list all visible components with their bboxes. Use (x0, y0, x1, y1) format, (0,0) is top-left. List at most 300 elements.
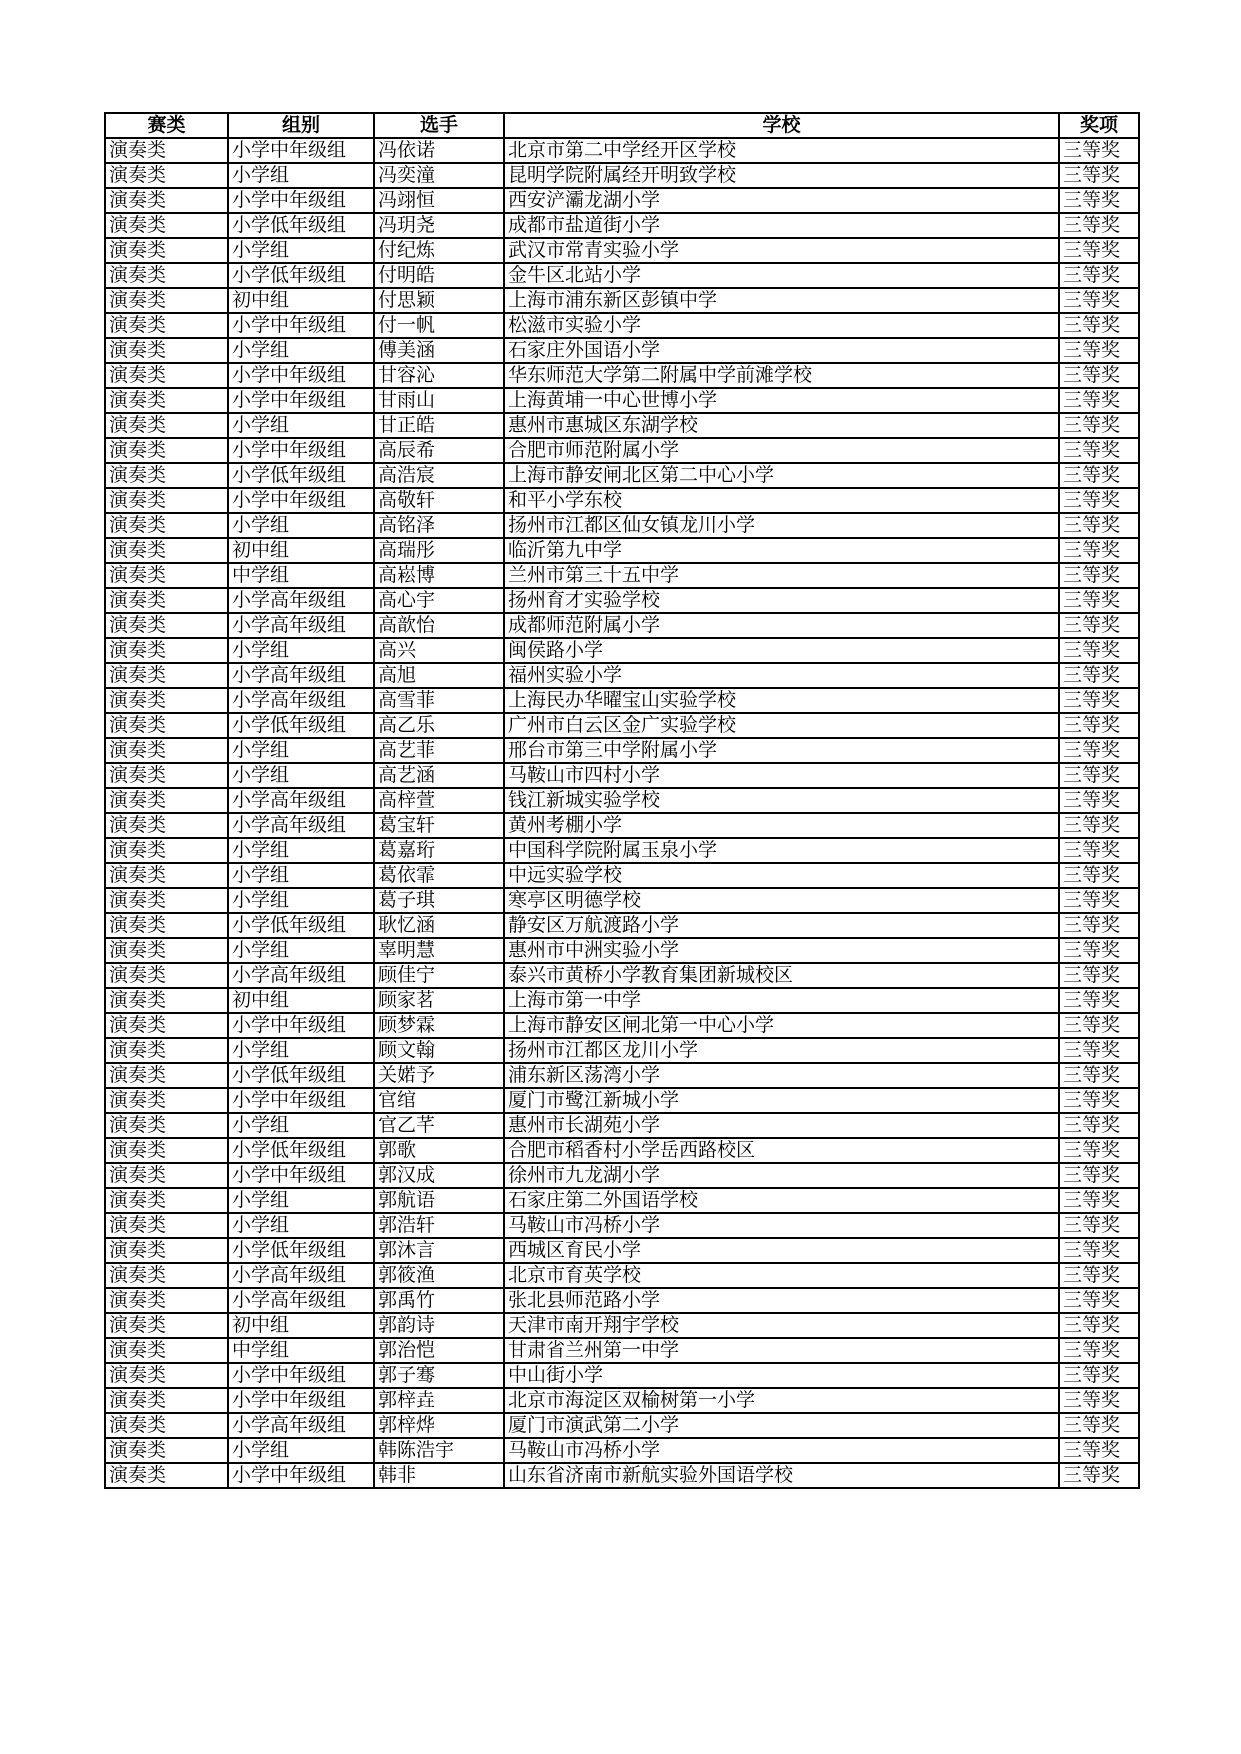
table-row (105, 338, 1139, 363)
cell-group: 初中组 (228, 1313, 374, 1338)
cell-category: 演奏类 (105, 963, 228, 988)
cell-group: 小学高年级组 (228, 813, 374, 838)
cell-group: 小学高年级组 (228, 963, 374, 988)
cell-category: 演奏类 (105, 1363, 228, 1388)
cell-school: 兰州市第三十五中学 (504, 563, 1059, 588)
cell-award: 三等奖 (1059, 1363, 1139, 1388)
table-row (105, 688, 1139, 713)
cell-group: 小学中年级组 (228, 1388, 374, 1413)
table-row (105, 188, 1139, 213)
table-row (105, 1188, 1139, 1213)
cell-category: 演奏类 (105, 1213, 228, 1238)
cell-group: 小学组 (228, 1188, 374, 1213)
header-award: 奖项 (1059, 113, 1139, 138)
cell-school: 天津市南开翔宇学校 (504, 1313, 1059, 1338)
cell-category: 演奏类 (105, 338, 228, 363)
cell-group: 初中组 (228, 288, 374, 313)
cell-contestant: 郭梓垚 (374, 1388, 504, 1413)
cell-category: 演奏类 (105, 1188, 228, 1213)
cell-group: 小学中年级组 (228, 1088, 374, 1113)
cell-contestant: 郭治恺 (374, 1338, 504, 1363)
cell-group: 小学高年级组 (228, 588, 374, 613)
cell-school: 成都市盐道街小学 (504, 213, 1059, 238)
cell-group: 小学高年级组 (228, 1263, 374, 1288)
cell-group: 小学组 (228, 888, 374, 913)
cell-award: 三等奖 (1059, 388, 1139, 413)
cell-contestant: 高艺菲 (374, 738, 504, 763)
cell-award: 三等奖 (1059, 1388, 1139, 1413)
cell-school: 西安浐灞龙湖小学 (504, 188, 1059, 213)
cell-contestant: 冯玥尧 (374, 213, 504, 238)
cell-contestant: 官绾 (374, 1088, 504, 1113)
cell-category: 演奏类 (105, 538, 228, 563)
cell-school: 合肥市稻香村小学岳西路校区 (504, 1138, 1059, 1163)
cell-group: 小学低年级组 (228, 1138, 374, 1163)
table-row (105, 1313, 1139, 1338)
table-row (105, 263, 1139, 288)
cell-group: 小学组 (228, 738, 374, 763)
cell-award: 三等奖 (1059, 1138, 1139, 1163)
table-row (105, 613, 1139, 638)
cell-category: 演奏类 (105, 1063, 228, 1088)
cell-category: 演奏类 (105, 213, 228, 238)
cell-award: 三等奖 (1059, 1038, 1139, 1063)
cell-school: 北京市海淀区双榆树第一小学 (504, 1388, 1059, 1413)
cell-award: 三等奖 (1059, 813, 1139, 838)
cell-award: 三等奖 (1059, 613, 1139, 638)
cell-category: 演奏类 (105, 1013, 228, 1038)
cell-award: 三等奖 (1059, 1238, 1139, 1263)
cell-group: 小学组 (228, 238, 374, 263)
table-row (105, 388, 1139, 413)
cell-contestant: 郭韵诗 (374, 1313, 504, 1338)
cell-contestant: 葛依霏 (374, 863, 504, 888)
cell-category: 演奏类 (105, 1088, 228, 1113)
cell-category: 演奏类 (105, 588, 228, 613)
cell-award: 三等奖 (1059, 1013, 1139, 1038)
cell-award: 三等奖 (1059, 1213, 1139, 1238)
cell-award: 三等奖 (1059, 1188, 1139, 1213)
cell-group: 小学低年级组 (228, 213, 374, 238)
cell-award: 三等奖 (1059, 538, 1139, 563)
cell-award: 三等奖 (1059, 1163, 1139, 1188)
cell-school: 武汉市常青实验小学 (504, 238, 1059, 263)
cell-contestant: 甘容沁 (374, 363, 504, 388)
cell-contestant: 郭航语 (374, 1188, 504, 1213)
cell-school: 石家庄外国语小学 (504, 338, 1059, 363)
table-row (105, 1338, 1139, 1363)
cell-school: 张北县师范路小学 (504, 1288, 1059, 1313)
cell-award: 三等奖 (1059, 763, 1139, 788)
cell-category: 演奏类 (105, 363, 228, 388)
cell-award: 三等奖 (1059, 938, 1139, 963)
header-group: 组别 (228, 113, 374, 138)
cell-category: 演奏类 (105, 163, 228, 188)
table-row (105, 1463, 1139, 1488)
cell-school: 甘肃省兰州第一中学 (504, 1338, 1059, 1363)
cell-contestant: 付明皓 (374, 263, 504, 288)
cell-contestant: 付一帆 (374, 313, 504, 338)
cell-school: 扬州市江都区龙川小学 (504, 1038, 1059, 1063)
cell-group: 小学中年级组 (228, 488, 374, 513)
table-row (105, 363, 1139, 388)
cell-category: 演奏类 (105, 513, 228, 538)
cell-contestant: 甘正皓 (374, 413, 504, 438)
cell-contestant: 甘雨山 (374, 388, 504, 413)
cell-contestant: 付纪炼 (374, 238, 504, 263)
cell-school: 马鞍山市冯桥小学 (504, 1213, 1059, 1238)
table-row (105, 888, 1139, 913)
cell-group: 小学中年级组 (228, 1463, 374, 1488)
cell-award: 三等奖 (1059, 488, 1139, 513)
cell-school: 上海市浦东新区彭镇中学 (504, 288, 1059, 313)
table-row (105, 788, 1139, 813)
cell-award: 三等奖 (1059, 138, 1139, 163)
table-row (105, 138, 1139, 163)
cell-group: 小学组 (228, 513, 374, 538)
cell-group: 小学组 (228, 863, 374, 888)
cell-award: 三等奖 (1059, 738, 1139, 763)
cell-school: 合肥市师范附属小学 (504, 438, 1059, 463)
cell-school: 马鞍山市冯桥小学 (504, 1438, 1059, 1463)
cell-award: 三等奖 (1059, 288, 1139, 313)
cell-school: 中国科学院附属玉泉小学 (504, 838, 1059, 863)
cell-contestant: 韩非 (374, 1463, 504, 1488)
cell-award: 三等奖 (1059, 1113, 1139, 1138)
cell-award: 三等奖 (1059, 163, 1139, 188)
cell-school: 上海市静安闸北区第二中心小学 (504, 463, 1059, 488)
cell-award: 三等奖 (1059, 363, 1139, 388)
cell-category: 演奏类 (105, 388, 228, 413)
table-row (105, 913, 1139, 938)
cell-category: 演奏类 (105, 813, 228, 838)
cell-award: 三等奖 (1059, 463, 1139, 488)
cell-school: 黄州考棚小学 (504, 813, 1059, 838)
cell-category: 演奏类 (105, 888, 228, 913)
cell-group: 中学组 (228, 1338, 374, 1363)
cell-contestant: 高浩宸 (374, 463, 504, 488)
cell-category: 演奏类 (105, 713, 228, 738)
table-row (105, 463, 1139, 488)
cell-award: 三等奖 (1059, 563, 1139, 588)
table-row (105, 988, 1139, 1013)
cell-contestant: 韩陈浩宇 (374, 1438, 504, 1463)
cell-group: 中学组 (228, 563, 374, 588)
cell-school: 惠州市惠城区东湖学校 (504, 413, 1059, 438)
cell-category: 演奏类 (105, 438, 228, 463)
table-row (105, 1138, 1139, 1163)
cell-contestant: 葛宝轩 (374, 813, 504, 838)
cell-award: 三等奖 (1059, 1288, 1139, 1313)
cell-award: 三等奖 (1059, 913, 1139, 938)
cell-group: 小学中年级组 (228, 188, 374, 213)
cell-contestant: 关婼予 (374, 1063, 504, 1088)
cell-category: 演奏类 (105, 938, 228, 963)
cell-award: 三等奖 (1059, 1088, 1139, 1113)
cell-group: 小学高年级组 (228, 788, 374, 813)
table-row (105, 1363, 1139, 1388)
table-row (105, 1413, 1139, 1438)
cell-group: 小学中年级组 (228, 388, 374, 413)
table-row (105, 1438, 1139, 1463)
cell-school: 钱江新城实验学校 (504, 788, 1059, 813)
table-row (105, 713, 1139, 738)
table-row (105, 513, 1139, 538)
cell-group: 小学低年级组 (228, 263, 374, 288)
table-row (105, 288, 1139, 313)
cell-school: 中山街小学 (504, 1363, 1059, 1388)
cell-group: 小学低年级组 (228, 463, 374, 488)
cell-group: 小学组 (228, 413, 374, 438)
cell-contestant: 高乙乐 (374, 713, 504, 738)
table-row (105, 663, 1139, 688)
cell-contestant: 高瑞彤 (374, 538, 504, 563)
cell-award: 三等奖 (1059, 1263, 1139, 1288)
cell-school: 扬州育才实验学校 (504, 588, 1059, 613)
cell-award: 三等奖 (1059, 1438, 1139, 1463)
table-row (105, 313, 1139, 338)
cell-category: 演奏类 (105, 1113, 228, 1138)
cell-school: 浦东新区荡湾小学 (504, 1063, 1059, 1088)
cell-group: 小学组 (228, 1213, 374, 1238)
cell-award: 三等奖 (1059, 788, 1139, 813)
cell-category: 演奏类 (105, 313, 228, 338)
cell-school: 临沂第九中学 (504, 538, 1059, 563)
cell-school: 北京市第二中学经开区学校 (504, 138, 1059, 163)
cell-category: 演奏类 (105, 1238, 228, 1263)
cell-school: 金牛区北站小学 (504, 263, 1059, 288)
cell-contestant: 高铭泽 (374, 513, 504, 538)
cell-award: 三等奖 (1059, 863, 1139, 888)
cell-school: 扬州市江都区仙女镇龙川小学 (504, 513, 1059, 538)
cell-category: 演奏类 (105, 1338, 228, 1363)
cell-category: 演奏类 (105, 738, 228, 763)
table-row (105, 1088, 1139, 1113)
cell-group: 初中组 (228, 538, 374, 563)
cell-category: 演奏类 (105, 788, 228, 813)
cell-group: 小学高年级组 (228, 1288, 374, 1313)
cell-group: 小学组 (228, 1038, 374, 1063)
cell-group: 小学低年级组 (228, 713, 374, 738)
cell-group: 小学中年级组 (228, 313, 374, 338)
table-row (105, 1063, 1139, 1088)
cell-contestant: 郭子骞 (374, 1363, 504, 1388)
cell-school: 昆明学院附属经开明致学校 (504, 163, 1059, 188)
cell-award: 三等奖 (1059, 888, 1139, 913)
cell-award: 三等奖 (1059, 438, 1139, 463)
cell-category: 演奏类 (105, 188, 228, 213)
header-contestant: 选手 (374, 113, 504, 138)
cell-group: 小学组 (228, 763, 374, 788)
cell-award: 三等奖 (1059, 588, 1139, 613)
table-row (105, 863, 1139, 888)
cell-school: 上海民办华曜宝山实验学校 (504, 688, 1059, 713)
table-row (105, 638, 1139, 663)
header-category: 赛类 (105, 113, 228, 138)
cell-contestant: 顾家茗 (374, 988, 504, 1013)
cell-group: 小学高年级组 (228, 688, 374, 713)
cell-category: 演奏类 (105, 1288, 228, 1313)
cell-award: 三等奖 (1059, 713, 1139, 738)
cell-contestant: 郭沐言 (374, 1238, 504, 1263)
cell-category: 演奏类 (105, 913, 228, 938)
cell-contestant: 郭梓烨 (374, 1413, 504, 1438)
table-row (105, 1213, 1139, 1238)
cell-group: 小学高年级组 (228, 613, 374, 638)
cell-award: 三等奖 (1059, 838, 1139, 863)
cell-award: 三等奖 (1059, 313, 1139, 338)
cell-category: 演奏类 (105, 1038, 228, 1063)
cell-contestant: 高雪菲 (374, 688, 504, 713)
cell-group: 小学中年级组 (228, 1163, 374, 1188)
table-row (105, 438, 1139, 463)
cell-school: 惠州市长湖苑小学 (504, 1113, 1059, 1138)
table-row (105, 163, 1139, 188)
cell-school: 上海市静安区闸北第一中心小学 (504, 1013, 1059, 1038)
cell-contestant: 高旭 (374, 663, 504, 688)
table-row (105, 1113, 1139, 1138)
table-row (105, 838, 1139, 863)
cell-category: 演奏类 (105, 988, 228, 1013)
cell-award: 三等奖 (1059, 688, 1139, 713)
table-row (105, 813, 1139, 838)
cell-contestant: 郭汉成 (374, 1163, 504, 1188)
cell-category: 演奏类 (105, 463, 228, 488)
cell-contestant: 耿忆涵 (374, 913, 504, 938)
cell-contestant: 高辰希 (374, 438, 504, 463)
cell-contestant: 高敬轩 (374, 488, 504, 513)
cell-award: 三等奖 (1059, 1463, 1139, 1488)
table-row (105, 413, 1139, 438)
cell-school: 北京市育英学校 (504, 1263, 1059, 1288)
cell-school: 成都师范附属小学 (504, 613, 1059, 638)
cell-contestant: 高歆怡 (374, 613, 504, 638)
cell-category: 演奏类 (105, 763, 228, 788)
cell-group: 小学中年级组 (228, 438, 374, 463)
cell-contestant: 郭禹竹 (374, 1288, 504, 1313)
table-row (105, 488, 1139, 513)
cell-school: 中远实验学校 (504, 863, 1059, 888)
cell-school: 惠州市中洲实验小学 (504, 938, 1059, 963)
cell-school: 闽侯路小学 (504, 638, 1059, 663)
cell-school: 西城区育民小学 (504, 1238, 1059, 1263)
cell-group: 小学高年级组 (228, 1413, 374, 1438)
cell-category: 演奏类 (105, 838, 228, 863)
cell-school: 广州市白云区金广实验学校 (504, 713, 1059, 738)
table-row (105, 588, 1139, 613)
cell-group: 小学组 (228, 838, 374, 863)
cell-group: 小学组 (228, 163, 374, 188)
table-row (105, 1013, 1139, 1038)
cell-category: 演奏类 (105, 1313, 228, 1338)
cell-group: 小学中年级组 (228, 1363, 374, 1388)
awards-table (104, 112, 1140, 1489)
cell-award: 三等奖 (1059, 413, 1139, 438)
cell-contestant: 葛嘉珩 (374, 838, 504, 863)
cell-contestant: 顾佳宁 (374, 963, 504, 988)
cell-school: 邢台市第三中学附属小学 (504, 738, 1059, 763)
cell-category: 演奏类 (105, 863, 228, 888)
cell-group: 小学组 (228, 1438, 374, 1463)
cell-contestant: 郭歌 (374, 1138, 504, 1163)
cell-award: 三等奖 (1059, 1063, 1139, 1088)
cell-school: 厦门市演武第二小学 (504, 1413, 1059, 1438)
cell-group: 小学中年级组 (228, 363, 374, 388)
cell-category: 演奏类 (105, 1438, 228, 1463)
cell-award: 三等奖 (1059, 1338, 1139, 1363)
table-row (105, 1263, 1139, 1288)
cell-group: 小学中年级组 (228, 138, 374, 163)
cell-school: 石家庄第二外国语学校 (504, 1188, 1059, 1213)
table-row (105, 563, 1139, 588)
cell-category: 演奏类 (105, 663, 228, 688)
table-row (105, 1238, 1139, 1263)
cell-award: 三等奖 (1059, 663, 1139, 688)
cell-category: 演奏类 (105, 1138, 228, 1163)
cell-award: 三等奖 (1059, 188, 1139, 213)
cell-category: 演奏类 (105, 1463, 228, 1488)
cell-contestant: 高崧博 (374, 563, 504, 588)
table-row (105, 213, 1139, 238)
cell-school: 厦门市鹭江新城小学 (504, 1088, 1059, 1113)
cell-category: 演奏类 (105, 288, 228, 313)
cell-contestant: 官乙芊 (374, 1113, 504, 1138)
table-row (105, 1163, 1139, 1188)
table-row (105, 938, 1139, 963)
cell-category: 演奏类 (105, 1388, 228, 1413)
cell-school: 静安区万航渡路小学 (504, 913, 1059, 938)
cell-contestant: 冯奕潼 (374, 163, 504, 188)
cell-school: 上海市第一中学 (504, 988, 1059, 1013)
cell-contestant: 郭浩轩 (374, 1213, 504, 1238)
cell-school: 福州实验小学 (504, 663, 1059, 688)
cell-contestant: 高兴 (374, 638, 504, 663)
cell-category: 演奏类 (105, 1263, 228, 1288)
cell-award: 三等奖 (1059, 513, 1139, 538)
cell-school: 山东省济南市新航实验外国语学校 (504, 1463, 1059, 1488)
cell-school: 泰兴市黄桥小学教育集团新城校区 (504, 963, 1059, 988)
cell-group: 小学高年级组 (228, 663, 374, 688)
cell-school: 和平小学东校 (504, 488, 1059, 513)
cell-school: 松滋市实验小学 (504, 313, 1059, 338)
cell-contestant: 冯依诺 (374, 138, 504, 163)
cell-group: 小学低年级组 (228, 913, 374, 938)
cell-group: 小学组 (228, 938, 374, 963)
cell-category: 演奏类 (105, 1163, 228, 1188)
cell-contestant: 顾文翰 (374, 1038, 504, 1063)
cell-category: 演奏类 (105, 238, 228, 263)
cell-contestant: 傅美涵 (374, 338, 504, 363)
cell-contestant: 辜明慧 (374, 938, 504, 963)
cell-school: 寒亭区明德学校 (504, 888, 1059, 913)
cell-school: 马鞍山市四村小学 (504, 763, 1059, 788)
cell-award: 三等奖 (1059, 1313, 1139, 1338)
table-row (105, 1038, 1139, 1063)
cell-contestant: 高艺涵 (374, 763, 504, 788)
cell-group: 小学组 (228, 638, 374, 663)
cell-group: 小学组 (228, 1113, 374, 1138)
cell-category: 演奏类 (105, 138, 228, 163)
cell-school: 上海黄埔一中心世博小学 (504, 388, 1059, 413)
table-row (105, 538, 1139, 563)
cell-category: 演奏类 (105, 688, 228, 713)
cell-award: 三等奖 (1059, 988, 1139, 1013)
cell-award: 三等奖 (1059, 638, 1139, 663)
cell-group: 小学中年级组 (228, 1013, 374, 1038)
cell-group: 小学低年级组 (228, 1238, 374, 1263)
table-row (105, 238, 1139, 263)
cell-group: 小学低年级组 (228, 1063, 374, 1088)
